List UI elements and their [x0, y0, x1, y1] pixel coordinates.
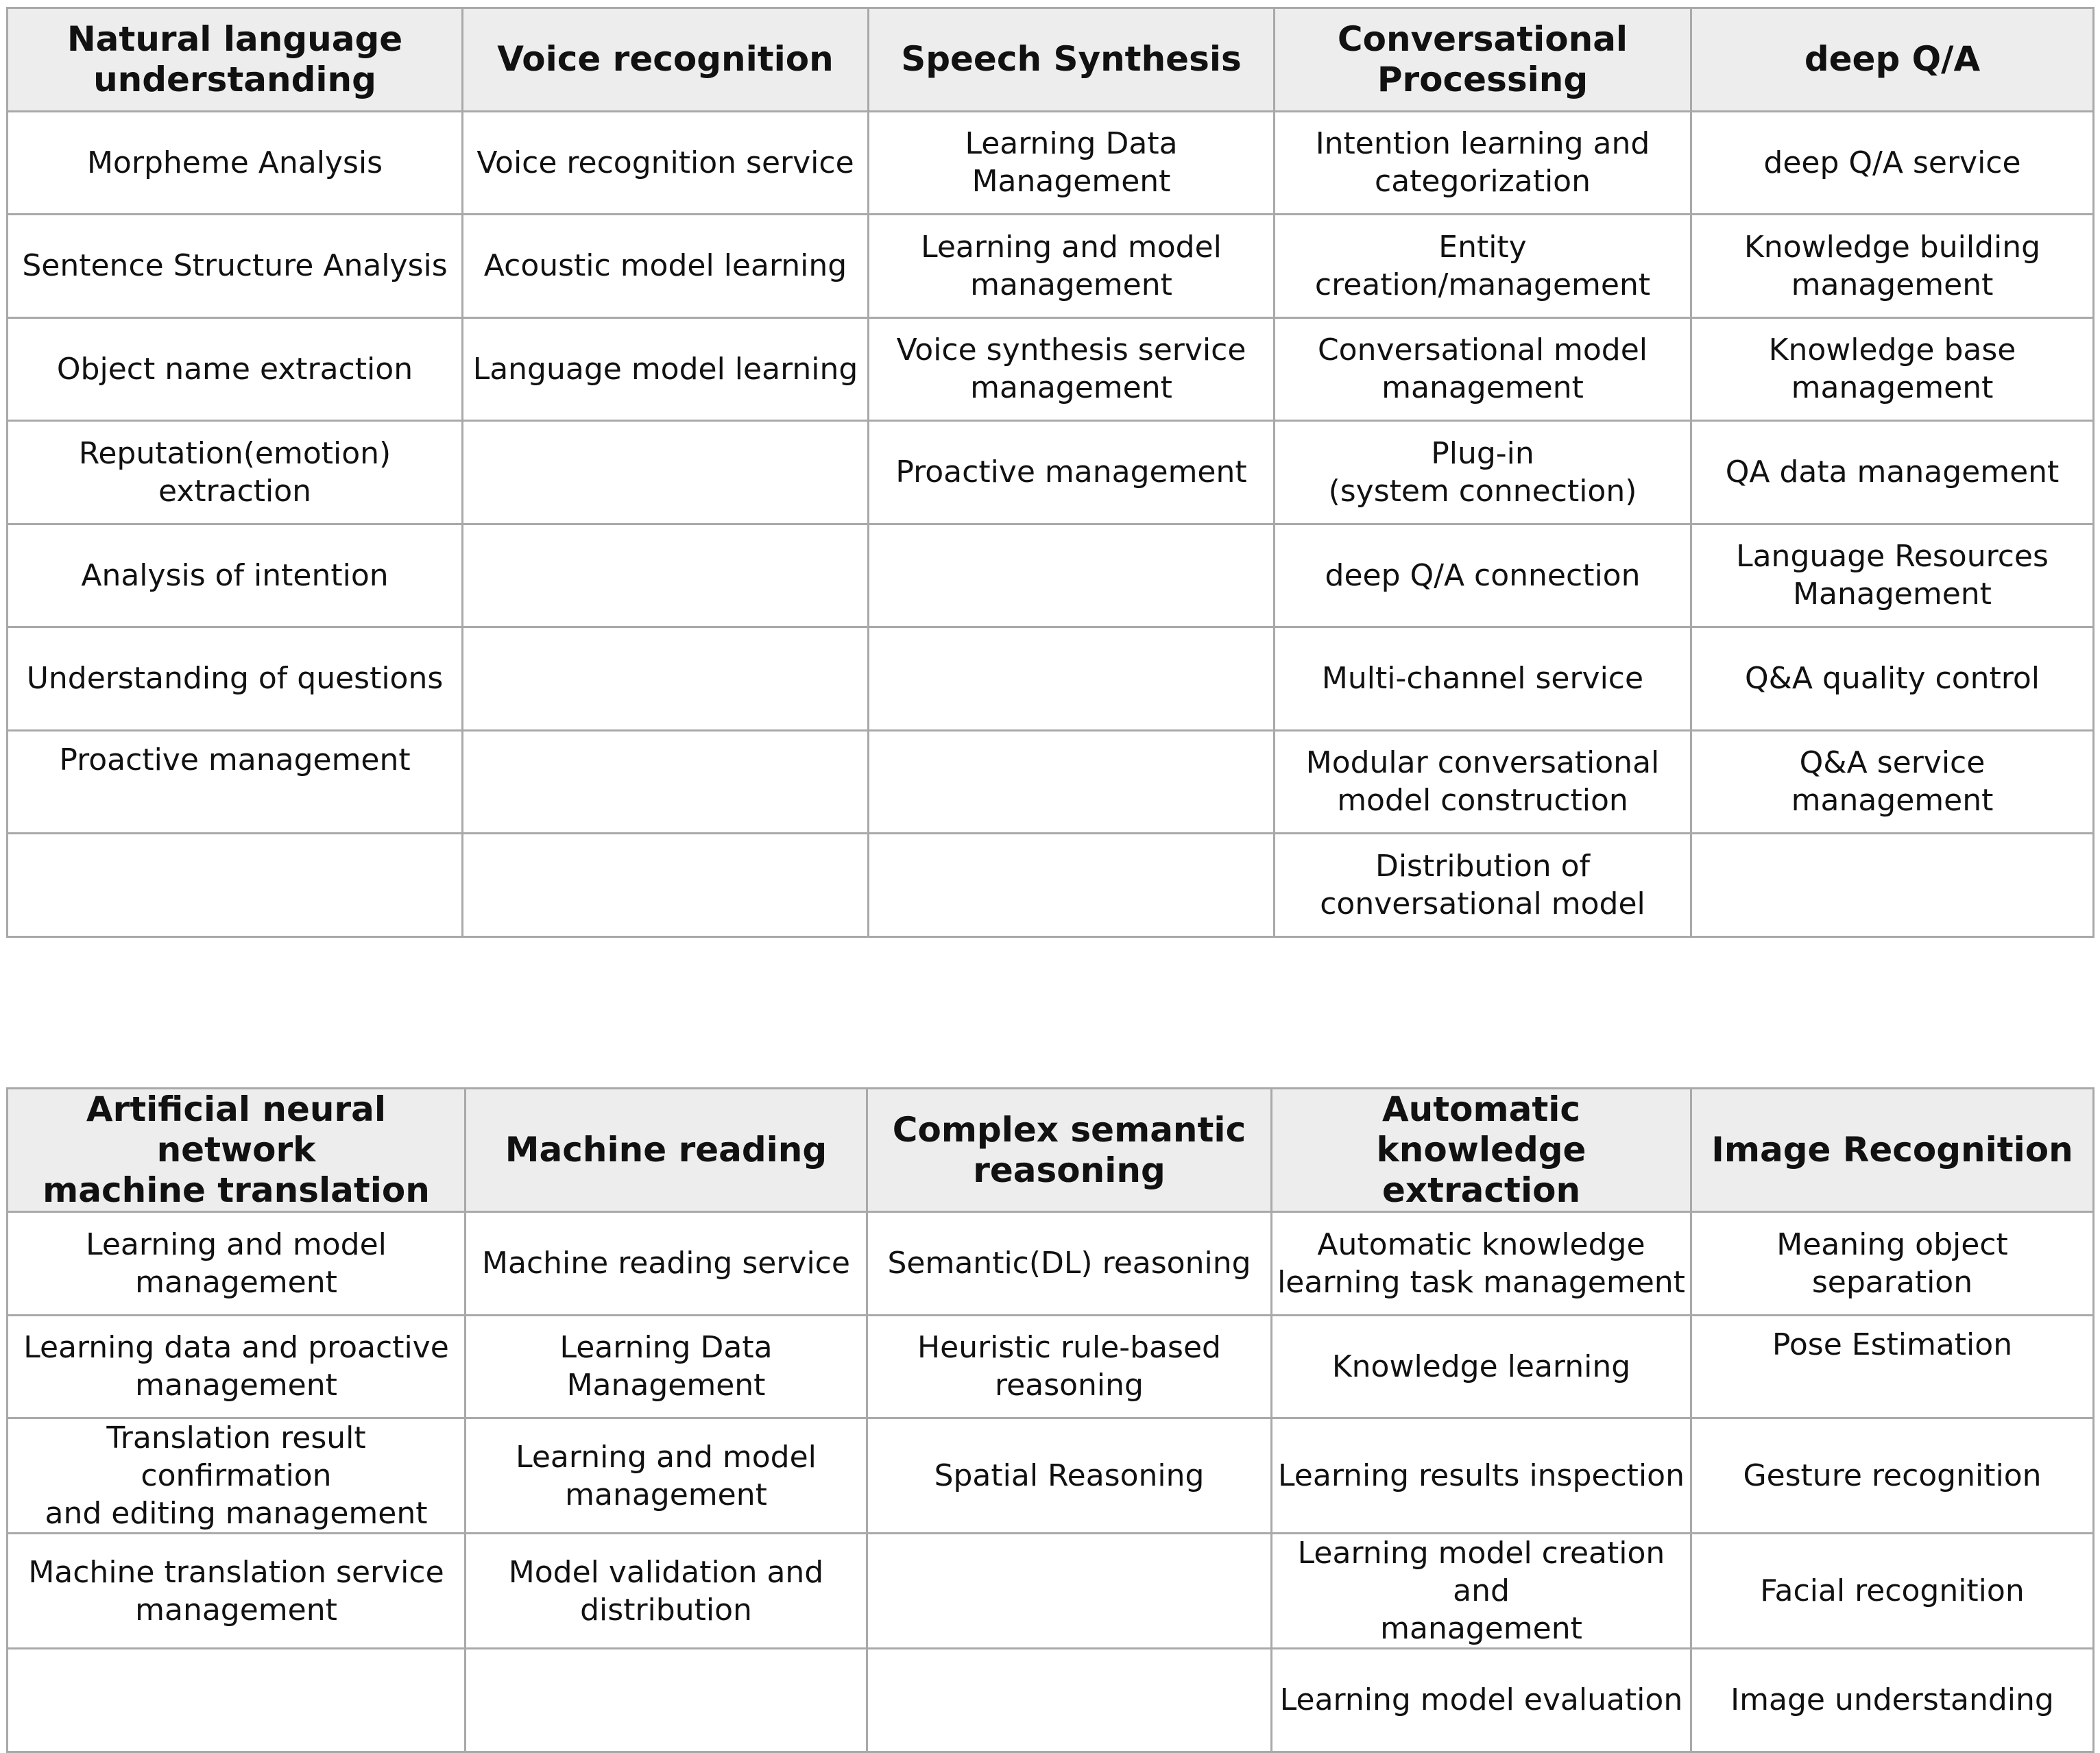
- table-cell: Proactive management: [8, 730, 463, 834]
- table-cell: [869, 834, 1275, 937]
- table-row: [8, 730, 2094, 834]
- table-cell: Entity creation/management: [1275, 215, 1691, 318]
- capability-table-1: [6, 7, 2095, 938]
- table-cell: [867, 1534, 1272, 1649]
- table-cell: Multi-channel service: [1275, 627, 1691, 731]
- header-cell: deep Q/A: [1691, 8, 2094, 112]
- table-cell: Voice synthesis service management: [869, 317, 1275, 421]
- header-cell: Natural language understanding: [8, 8, 463, 112]
- table-cell: Voice recognition service: [463, 111, 869, 215]
- table-cell: Learning and model management: [8, 1212, 466, 1316]
- table-cell: Language Resources Management: [1691, 524, 2094, 627]
- table-cell: Learning Data Management: [466, 1315, 867, 1418]
- table-cell: Learning and model management: [869, 215, 1275, 318]
- table-cell: Meaning object separation: [1691, 1212, 2094, 1316]
- table-cell: Heuristic rule-based reasoning: [867, 1315, 1272, 1418]
- table-cell: Learning Data Management: [869, 111, 1275, 215]
- header-cell: Conversational Processing: [1275, 8, 1691, 112]
- table-cell: QA data management: [1691, 421, 2094, 524]
- table-cell: [8, 1649, 466, 1752]
- table-cell: Distribution of conversational model: [1275, 834, 1691, 937]
- header-cell: Artificial neural network machine translation: [8, 1089, 466, 1212]
- table-row: [8, 1649, 2094, 1752]
- table-cell: [869, 627, 1275, 731]
- table-cell: Pose Estimation: [1691, 1315, 2094, 1418]
- table-cell: Q&A quality control: [1691, 627, 2094, 731]
- table-cell: Learning model creation and management: [1272, 1534, 1691, 1649]
- capability-table-2: [6, 1087, 2095, 1753]
- table-row: [8, 524, 2094, 627]
- table-row: [8, 1418, 2094, 1534]
- table-cell: Model validation and distribution: [466, 1534, 867, 1649]
- table-cell: Knowledge building management: [1691, 215, 2094, 318]
- table-cell: Understanding of questions: [8, 627, 463, 731]
- table-cell: Machine translation service management: [8, 1534, 466, 1649]
- table-row: [8, 215, 2094, 318]
- table-cell: [1691, 834, 2094, 937]
- table-row: [8, 421, 2094, 524]
- header-cell: Automatic knowledge extraction: [1272, 1089, 1691, 1212]
- table-cell: [463, 627, 869, 731]
- header-cell: Machine reading: [466, 1089, 867, 1212]
- table-cell: [463, 730, 869, 834]
- table-row: [8, 111, 2094, 215]
- table-cell: Language model learning: [463, 317, 869, 421]
- table-row: [8, 1212, 2094, 1316]
- table-cell: Learning and model management: [466, 1418, 867, 1534]
- header-cell: Speech Synthesis: [869, 8, 1275, 112]
- table-cell: Object name extraction: [8, 317, 463, 421]
- table-cell: Gesture recognition: [1691, 1418, 2094, 1534]
- table-cell: [869, 524, 1275, 627]
- table-cell: [8, 834, 463, 937]
- table-cell: Proactive management: [869, 421, 1275, 524]
- table-cell: [463, 834, 869, 937]
- table-cell: [867, 1649, 1272, 1752]
- table-cell: [869, 730, 1275, 834]
- table-header-row: [8, 1089, 2094, 1212]
- table-cell: Automatic knowledge learning task management: [1272, 1212, 1691, 1316]
- table-cell: Machine reading service: [466, 1212, 867, 1316]
- table-row: [8, 1534, 2094, 1649]
- table-cell: Acoustic model learning: [463, 215, 869, 318]
- table-cell: deep Q/A service: [1691, 111, 2094, 215]
- table-cell: Modular conversational model construction: [1275, 730, 1691, 834]
- table-cell: Learning data and proactive management: [8, 1315, 466, 1418]
- table-cell: Spatial Reasoning: [867, 1418, 1272, 1534]
- header-cell: Complex semantic reasoning: [867, 1089, 1272, 1212]
- table-cell: Image understanding: [1691, 1649, 2094, 1752]
- table-cell: Facial recognition: [1691, 1534, 2094, 1649]
- table-cell: Reputation(emotion) extraction: [8, 421, 463, 524]
- table-row: [8, 834, 2094, 937]
- table-cell: Knowledge learning: [1272, 1315, 1691, 1418]
- table-cell: [463, 524, 869, 627]
- table-cell: Learning results inspection: [1272, 1418, 1691, 1534]
- table-cell: Learning model evaluation: [1272, 1649, 1691, 1752]
- table-cell: deep Q/A connection: [1275, 524, 1691, 627]
- table-header-row: [8, 8, 2094, 112]
- table-cell: [463, 421, 869, 524]
- table-cell: Sentence Structure Analysis: [8, 215, 463, 318]
- table-row: [8, 317, 2094, 421]
- table-cell: Knowledge base management: [1691, 317, 2094, 421]
- table-cell: Plug-in (system connection): [1275, 421, 1691, 524]
- table-cell: Analysis of intention: [8, 524, 463, 627]
- table-cell: [466, 1649, 867, 1752]
- table-cell: Morpheme Analysis: [8, 111, 463, 215]
- table-cell: Intention learning and categorization: [1275, 111, 1691, 215]
- table-row: [8, 1315, 2094, 1418]
- table-row: [8, 627, 2094, 731]
- table-cell: Conversational model management: [1275, 317, 1691, 421]
- table-cell: Translation result confirmation and editing management: [8, 1418, 466, 1534]
- table-cell: Q&A service management: [1691, 730, 2094, 834]
- table-cell: Semantic(DL) reasoning: [867, 1212, 1272, 1316]
- header-cell: Image Recognition: [1691, 1089, 2094, 1212]
- header-cell: Voice recognition: [463, 8, 869, 112]
